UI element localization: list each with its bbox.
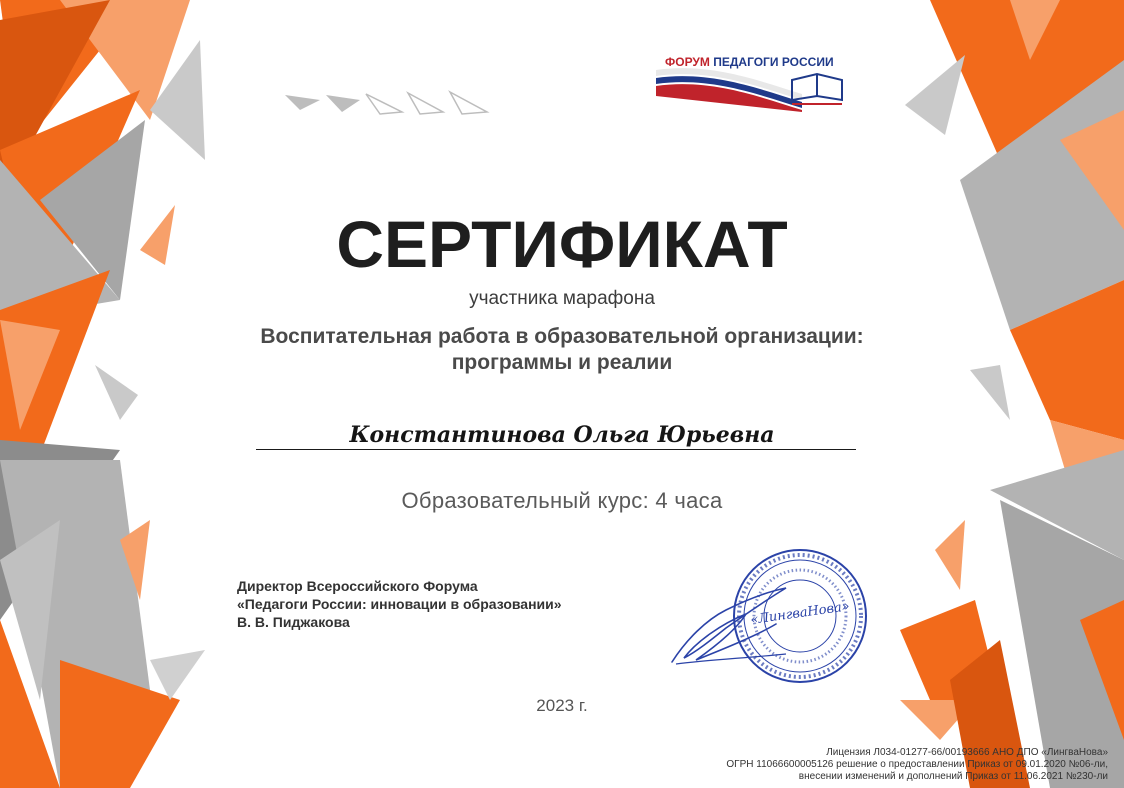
forum-logo-text (665, 55, 834, 69)
logo-word-1: ФОРУМ (665, 55, 710, 69)
certificate-year: 2023 г. (536, 696, 588, 715)
course-hours: Образовательный курс: 4 часа (401, 488, 723, 513)
logo-word-2: ПЕДАГОГИ (713, 55, 779, 69)
license-line-2: ОГРН 11066600005126 решение о предоставлении Приказ от 09.01.2020 №06-ли, (726, 759, 1108, 770)
license-line-1: Лицензия Л034-01277-66/00193666 АНО ДПО «ЛингваНова» (826, 747, 1108, 758)
course-title-line-2: программы и реалии (451, 351, 673, 374)
license-line-3: внесении изменений и дополнений Приказ от 11.06.2021 №230-ли (798, 771, 1108, 782)
participant-name: Константинова Ольга Юрьевна (349, 422, 775, 448)
director-title-line-1: Директор Всероссийского Форума (237, 578, 478, 594)
certificate-title: СЕРТИФИКАТ (336, 207, 788, 281)
course-title-line-1: Воспитательная работа в образовательной организации: (260, 325, 864, 348)
stamp-center-text: «ЛингваНова» (749, 599, 851, 628)
signature-icon (666, 580, 806, 670)
logo-word-3: РОССИИ (781, 55, 834, 69)
director-name: В. В. Пиджакова (237, 614, 350, 630)
name-underline (256, 449, 856, 450)
director-title-line-2: «Педагоги России: инновации в образовании» (237, 596, 562, 612)
certificate-subtitle: участника марафона (469, 288, 655, 309)
